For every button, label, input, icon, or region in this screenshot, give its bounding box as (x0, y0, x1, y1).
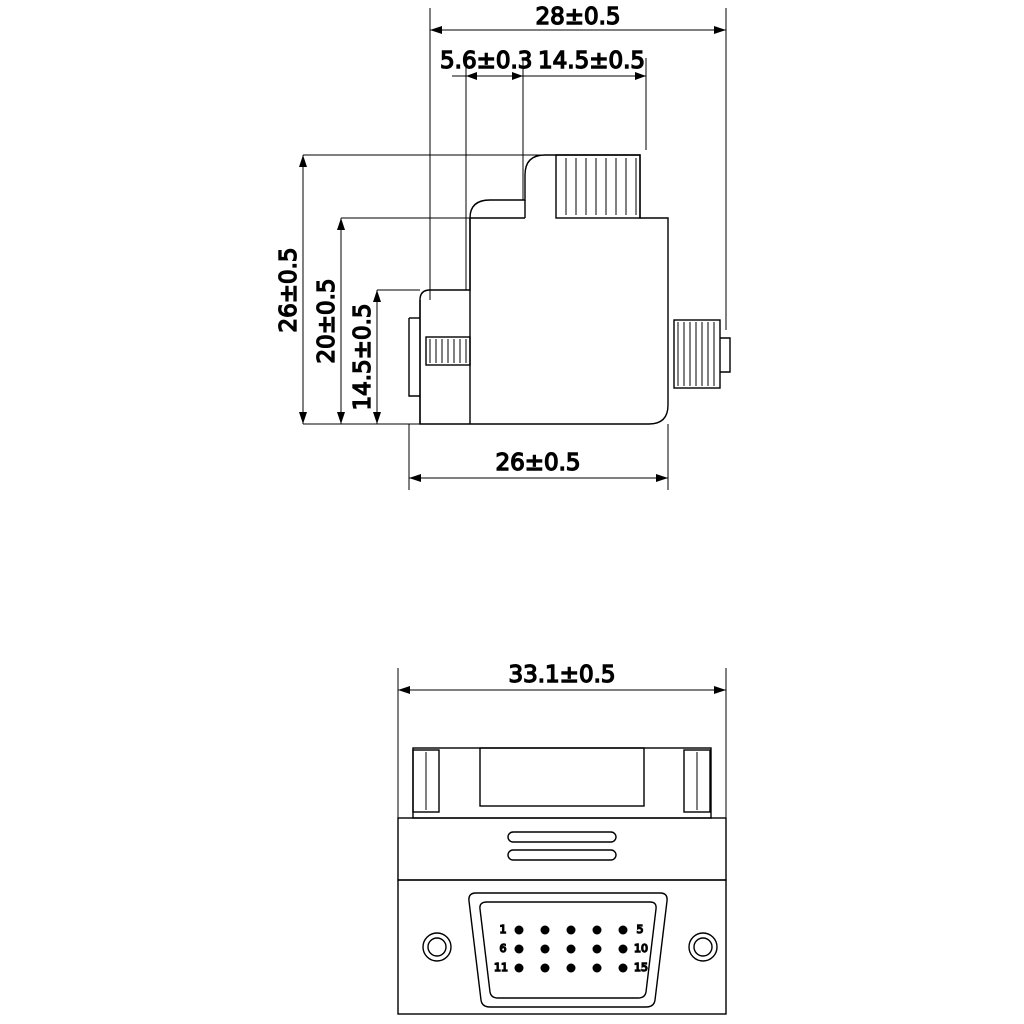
side-body-outline (420, 155, 668, 424)
dim-5p6-group (452, 58, 537, 290)
dim-label-overall-width: 28±0.5 (535, 4, 621, 30)
left-screw-thread (430, 339, 466, 363)
front-vent-slot-1 (508, 832, 616, 842)
left-tab-outline (409, 318, 420, 396)
front-right-screw-hole-outer (689, 933, 717, 961)
front-flange (398, 880, 726, 1014)
front-rear-body (413, 748, 711, 818)
dim-label-body-height: 20±0.5 (314, 278, 340, 364)
dim-label-body-top-width: 14.5±0.5 (538, 48, 646, 74)
front-left-screw-hole-outer (423, 933, 451, 961)
pin-label-11: 11 (494, 961, 508, 974)
dim-label-front-width: 33.1±0.5 (508, 662, 616, 688)
right-thumbscrew-shaft (720, 338, 730, 372)
top-thumbscrew-knurl (566, 158, 636, 215)
dim-label-lower-height: 14.5±0.5 (350, 303, 376, 411)
front-view-group (398, 662, 726, 1014)
dim-33p1-group (398, 668, 726, 880)
front-pin-set (515, 926, 628, 973)
front-right-screw-hole-inner (694, 938, 712, 956)
right-thumbscrew-knurl (678, 322, 714, 386)
pin-label-5: 5 (636, 923, 644, 936)
front-left-screw-hole-inner (428, 938, 446, 956)
pin-label-1: 1 (499, 923, 507, 936)
pin-label-10: 10 (634, 942, 648, 955)
front-vent-slot-2 (508, 850, 616, 860)
side-view-group (276, 4, 730, 490)
dim-label-overall-depth: 26±0.5 (495, 450, 581, 476)
dim-14p5-vert-group (373, 290, 420, 424)
dim-label-overall-height: 26±0.5 (276, 247, 302, 333)
dim-label-thumbscrew-offset: 5.6±0.3 (440, 48, 533, 74)
front-mid-housing (398, 818, 726, 880)
front-center-block (480, 748, 644, 806)
pin-label-6: 6 (499, 942, 507, 955)
top-thumbscrew-block (556, 155, 640, 218)
pin-label-15: 15 (634, 961, 648, 974)
right-thumbscrew-block (674, 320, 720, 388)
